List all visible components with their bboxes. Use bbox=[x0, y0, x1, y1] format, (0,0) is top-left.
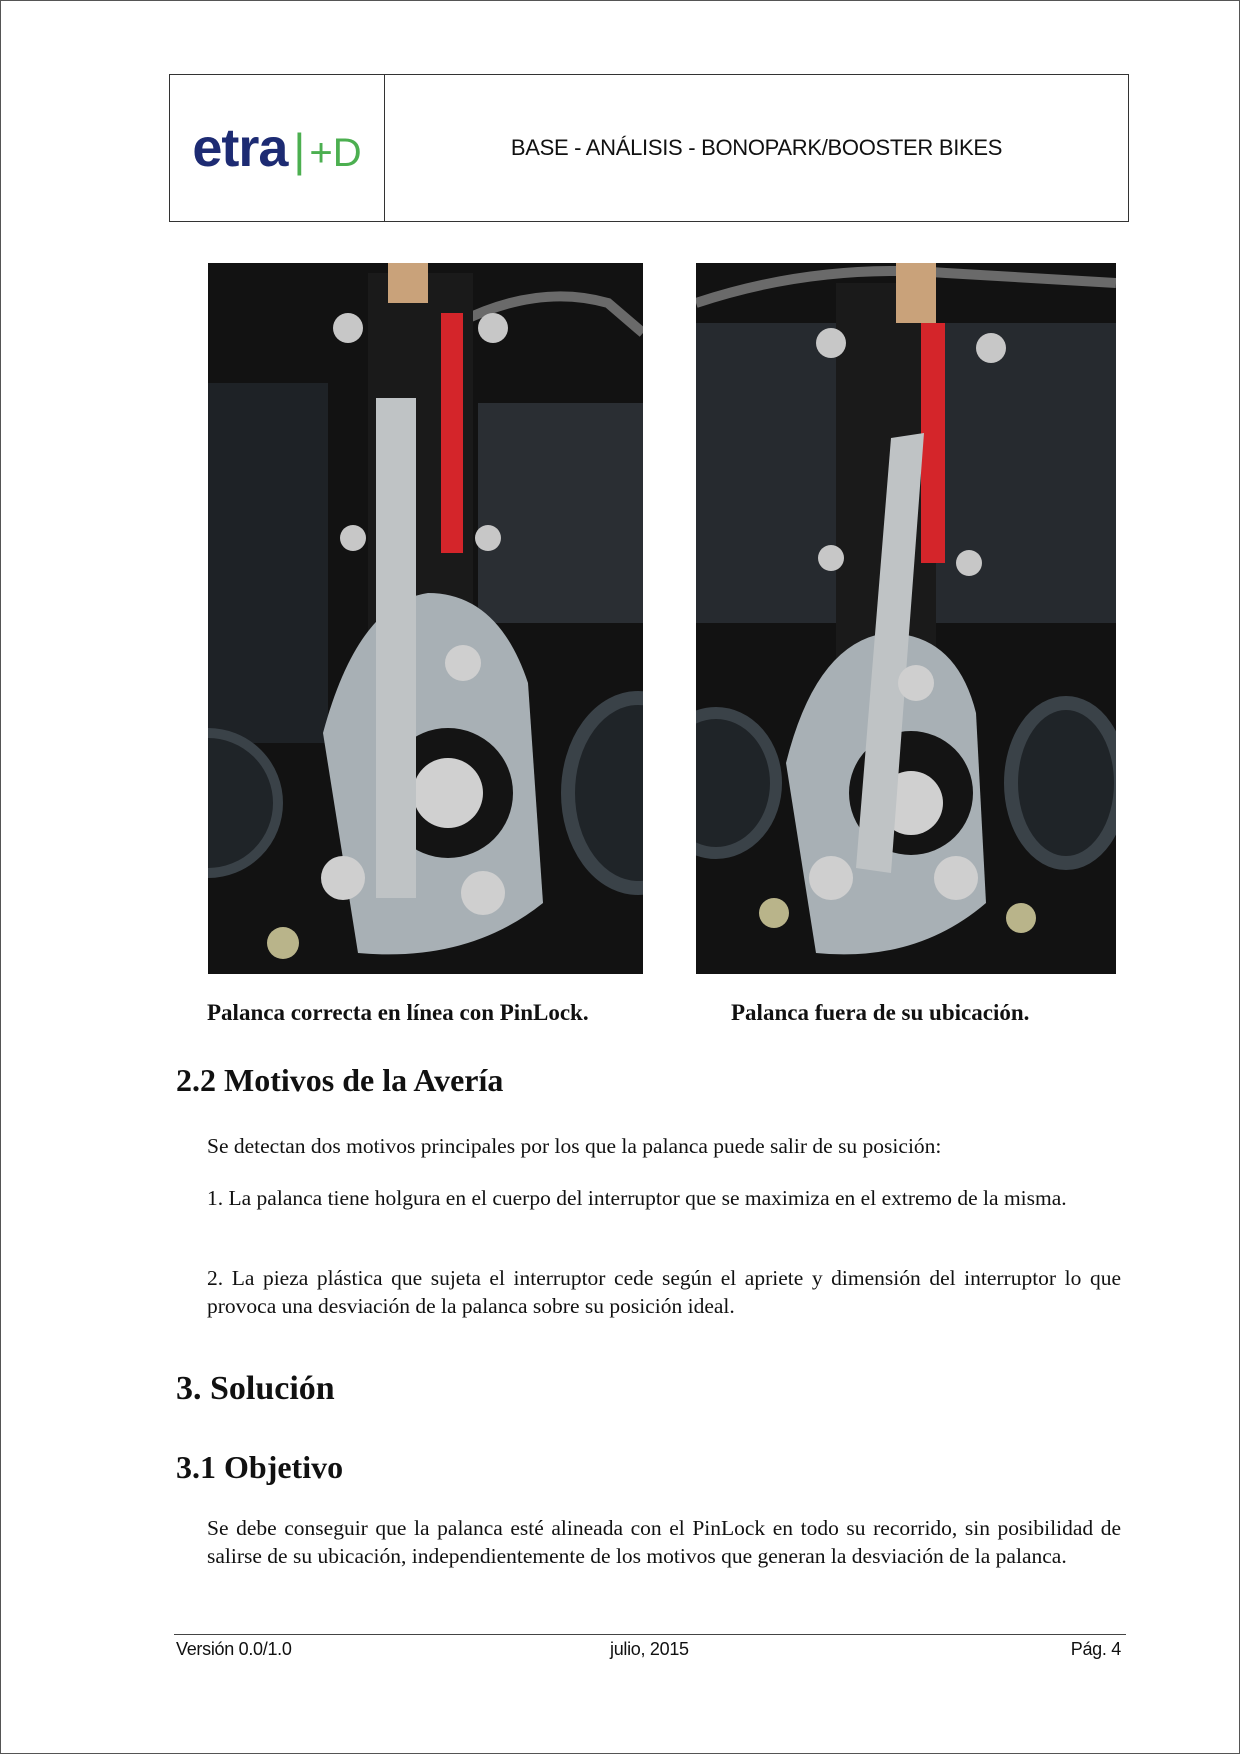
section-heading-2-2: 2.2 Motivos de la Avería bbox=[176, 1062, 504, 1098]
section-3-1-body: Se debe conseguir que la palanca esté alineada con el PinLock en todo su recorrido, sin posibilidad de salirse de su ubicación, independientemente de los motivos que generan la desviación de la palanca. bbox=[207, 1516, 1121, 1568]
section-heading-3-1: 3.1 Objetivo bbox=[176, 1449, 344, 1485]
logo-main-text: etra bbox=[192, 118, 288, 178]
footer-rule bbox=[174, 1634, 1126, 1635]
figure-caption-misaligned: Palanca fuera de su ubicación. bbox=[731, 1000, 1030, 1025]
document-title: BASE - ANÁLISIS - BONOPARK/BOOSTER BIKES bbox=[510, 135, 1003, 160]
logo-sub-text: +D bbox=[309, 131, 362, 175]
footer-version: Versión 0.0/1.0 bbox=[176, 1639, 292, 1659]
footer-page-number: Pág. 4 bbox=[1070, 1639, 1121, 1659]
logo-separator: | bbox=[293, 124, 306, 176]
company-logo bbox=[192, 117, 361, 179]
section-2-2-item-1: 1. La palanca tiene holgura en el cuerpo del interruptor que se maximiza en el extremo de la misma. bbox=[207, 1186, 1067, 1210]
document-header bbox=[169, 74, 1129, 222]
section-2-2-item-2: 2. La pieza plástica que sujeta el interruptor cede según el apriete y dimensión del interruptor lo que provoca una desviación de la palanca sobre su posición ideal. bbox=[207, 1266, 1121, 1318]
section-2-2-intro: Se detectan dos motivos principales por los que la palanca puede salir de su posición: bbox=[207, 1134, 942, 1158]
logo-cell bbox=[170, 75, 385, 221]
footer-date: julio, 2015 bbox=[610, 1639, 689, 1659]
photo-lever-correct bbox=[208, 263, 643, 974]
section-heading-3: 3. Solución bbox=[176, 1370, 335, 1407]
figure-caption-correct: Palanca correcta en línea con PinLock. bbox=[207, 1000, 589, 1025]
photo-lever-misaligned bbox=[696, 263, 1116, 974]
